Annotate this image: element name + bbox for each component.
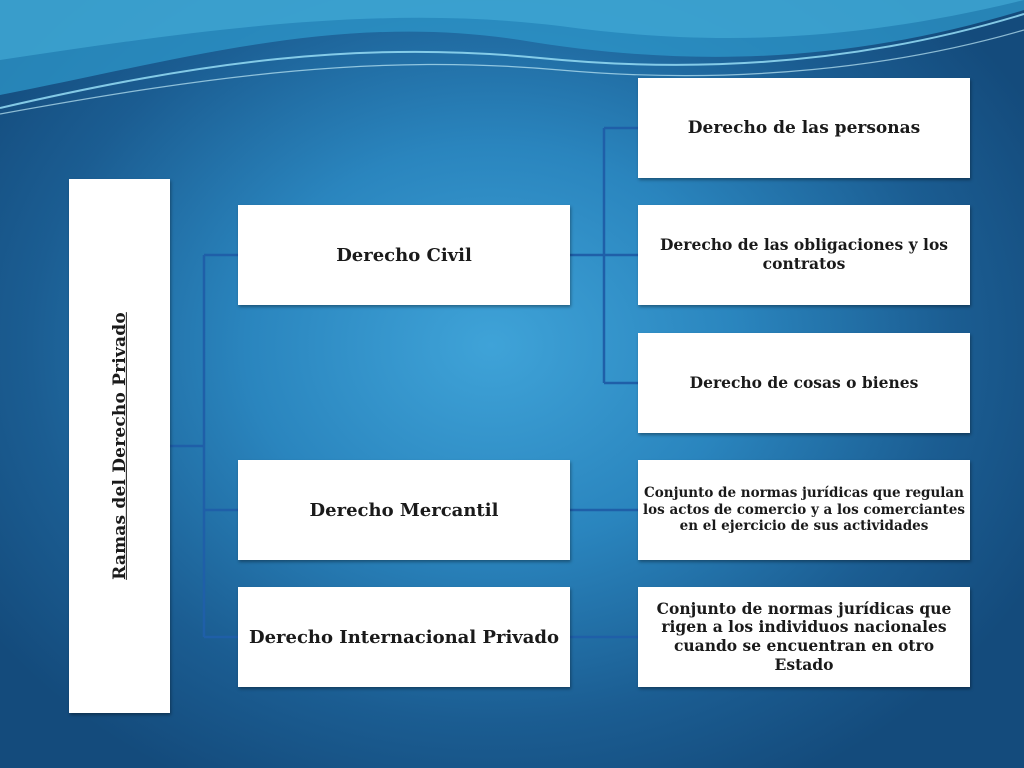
leaf-internacional-definicion (638, 587, 970, 687)
leaf-derecho-obligaciones (638, 205, 970, 305)
leaf-mercantil-definicion (638, 460, 970, 560)
root-node (69, 179, 170, 713)
branch-derecho-internacional-privado (238, 587, 570, 687)
leaf-derecho-personas (638, 78, 970, 178)
leaf-label: Derecho de cosas o bienes (689, 372, 919, 392)
leaf-derecho-cosas (638, 333, 970, 433)
root-label: Ramas del Derecho Privado (109, 312, 130, 580)
branch-label: Derecho Civil (336, 244, 472, 266)
leaf-label: Conjunto de normas jurídicas que regulan los actos de comercio y a los comerciantes en el ejercicio de sus actividades (643, 485, 965, 535)
branch-label: Derecho Internacional Privado (248, 626, 560, 648)
branch-label: Derecho Mercantil (309, 499, 499, 521)
leaf-label: Derecho de las obligaciones y los contratos (659, 235, 949, 273)
branch-derecho-civil (238, 205, 570, 305)
leaf-label: Conjunto de normas jurídicas que rigen a los individuos nacionales cuando se encuentran en otro Estado (656, 598, 952, 674)
leaf-label: Derecho de las personas (687, 117, 921, 138)
branch-derecho-mercantil (238, 460, 570, 560)
